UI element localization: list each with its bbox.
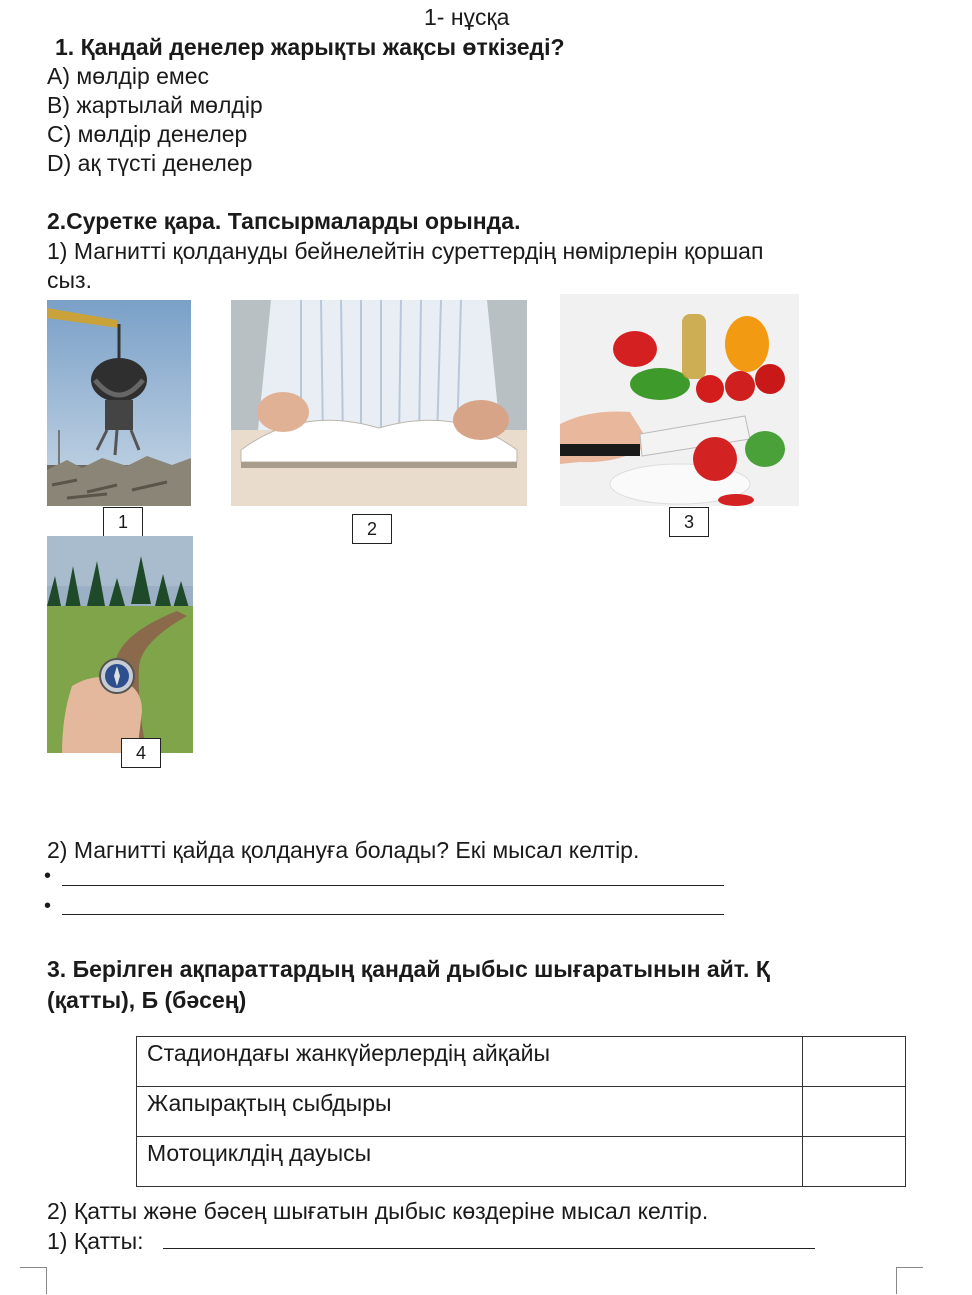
q3-answer1-label: 1) Қатты: (47, 1228, 144, 1254)
table-row (137, 1087, 906, 1137)
table-row (137, 1137, 906, 1187)
picture-1-number: 1 (103, 507, 143, 537)
q1-option-c: С) мөлдір денелер (47, 121, 248, 147)
picture-3-number: 3 (669, 507, 709, 537)
picture-2-number: 2 (352, 514, 392, 544)
q2-task1-line2: сыз. (47, 267, 92, 293)
q1-option-b: В) жартылай мөлдір (47, 92, 263, 118)
sound-table (136, 1036, 906, 1187)
q3-answer1-line[interactable] (163, 1248, 815, 1249)
answer-line-1[interactable] (62, 885, 724, 886)
q1-option-d: D) ақ түсті денелер (47, 150, 253, 176)
answer-line-2[interactable] (62, 914, 724, 915)
q3-heading-line2: (қатты), Б (бәсең) (47, 987, 247, 1013)
picture-1-crane-magnet (47, 300, 191, 506)
answer-cell[interactable] (803, 1137, 906, 1187)
variant-title: 1- нұсқа (424, 4, 510, 30)
table-row (137, 1037, 906, 1087)
q1-option-a: А) мөлдір емес (47, 63, 210, 89)
answer-cell[interactable] (803, 1037, 906, 1087)
answer-bullet-2: • (44, 895, 52, 917)
picture-2-reading-book (231, 300, 527, 506)
sound-source-cell: Мотоциклдің дауысы (137, 1137, 803, 1187)
sound-source-cell: Стадиондағы жанкүйерлердің айқайы (137, 1037, 803, 1087)
picture-4-number: 4 (121, 738, 161, 768)
q2-task2: 2) Магнитті қайда қолдануға болады? Екі мысал келтір. (47, 837, 640, 863)
page-corner-mark-left (20, 1267, 47, 1294)
q2-task1-line1: 1) Магнитті қолдануды бейнелейтін суреттердің нөмірлерін қоршап (47, 238, 764, 264)
q1-question: 1. Қандай денелер жарықты жақсы өткізеді? (55, 34, 565, 60)
picture-3-cutting-tomatoes (560, 294, 799, 506)
picture-4-compass (47, 536, 193, 753)
page-corner-mark-right (896, 1267, 923, 1294)
sound-source-cell: Жапырақтың сыбдыры (137, 1087, 803, 1137)
q3-heading-line1: 3. Берілген ақпараттардың қандай дыбыс шығаратынын айт. Қ (47, 956, 770, 982)
answer-bullet-1: • (44, 865, 52, 887)
answer-cell[interactable] (803, 1087, 906, 1137)
q3-task2: 2) Қатты және бәсең шығатын дыбыс көздеріне мысал келтір. (47, 1198, 709, 1224)
q2-heading: 2.Суретке қара. Тапсырмаларды орында. (47, 208, 521, 234)
